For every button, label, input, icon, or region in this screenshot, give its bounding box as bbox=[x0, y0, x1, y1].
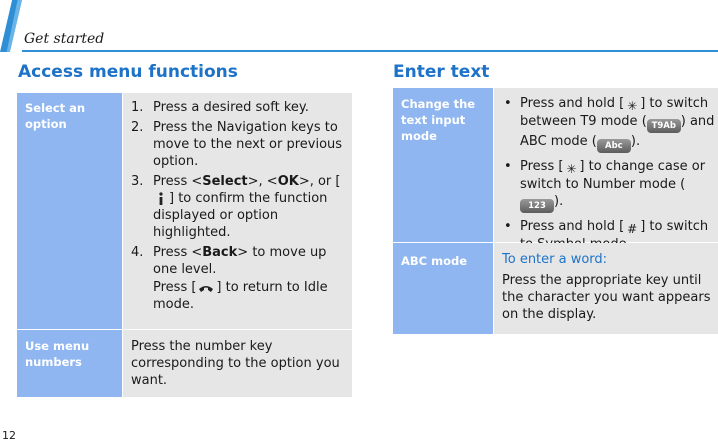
chapter-title: Get started bbox=[24, 31, 105, 47]
row-text: Press the appropriate key until the character you want appears on the display. bbox=[502, 273, 711, 322]
star-key-icon: ✳ bbox=[627, 99, 638, 113]
ok-key-icon bbox=[153, 192, 169, 206]
step-item: 4. Press <Back> to move up one level. bbox=[131, 245, 327, 277]
end-key-icon bbox=[196, 282, 216, 296]
abc-mode-icon: Abc bbox=[597, 139, 631, 153]
page-number: 12 bbox=[2, 429, 16, 442]
step-item: 2. Press the Navigation keys to move to the next or previous option. bbox=[131, 120, 343, 169]
number-mode-icon: 123 bbox=[520, 199, 554, 213]
bullet-list bbox=[498, 95, 718, 253]
star-key-icon: ✳ bbox=[566, 162, 577, 176]
t9-mode-icon: T9Ab bbox=[647, 119, 681, 133]
step-item: 3. Press <Select>, <OK>, or [ ] to confirm the function displayed or option highlighted. bbox=[131, 174, 341, 240]
hash-key-icon: # bbox=[627, 222, 638, 236]
list-item: • Press and hold [ # ] to switch bbox=[504, 219, 709, 236]
list-item: • Press [ ✳ ] to change case or switch to Number mode (123 ). bbox=[504, 159, 706, 211]
table-row bbox=[17, 93, 352, 329]
enter-text-table bbox=[393, 88, 718, 334]
step-item: 1. Press a desired soft key. bbox=[131, 100, 309, 115]
row-label: Use menu numbers bbox=[17, 330, 122, 397]
table-row bbox=[393, 88, 718, 242]
row-label: ABC mode bbox=[393, 243, 493, 334]
row-subtitle: To enter a word: bbox=[502, 252, 608, 267]
row-label: Change the text input mode bbox=[393, 88, 493, 242]
header-rule bbox=[22, 50, 718, 52]
table-row bbox=[17, 330, 352, 397]
step-note: Press [ ] to return to Idle mode. bbox=[153, 280, 328, 312]
table-row bbox=[393, 243, 718, 334]
row-content bbox=[122, 93, 352, 329]
row-content bbox=[493, 243, 718, 334]
section-title-enter-text: Enter text bbox=[393, 62, 490, 82]
list-item: • Press and hold [ ✳ ] to switch between T9 mode ( T9Ab ) and ABC mode ( Abc ). bbox=[504, 96, 715, 151]
row-content bbox=[493, 88, 718, 242]
row-content: Press the number key corresponding to the option you want. bbox=[122, 330, 352, 397]
access-menu-table bbox=[17, 93, 352, 397]
steps-list bbox=[131, 99, 348, 278]
row-label: Select an option bbox=[17, 93, 122, 329]
section-title-access-menu: Access menu functions bbox=[18, 62, 238, 82]
